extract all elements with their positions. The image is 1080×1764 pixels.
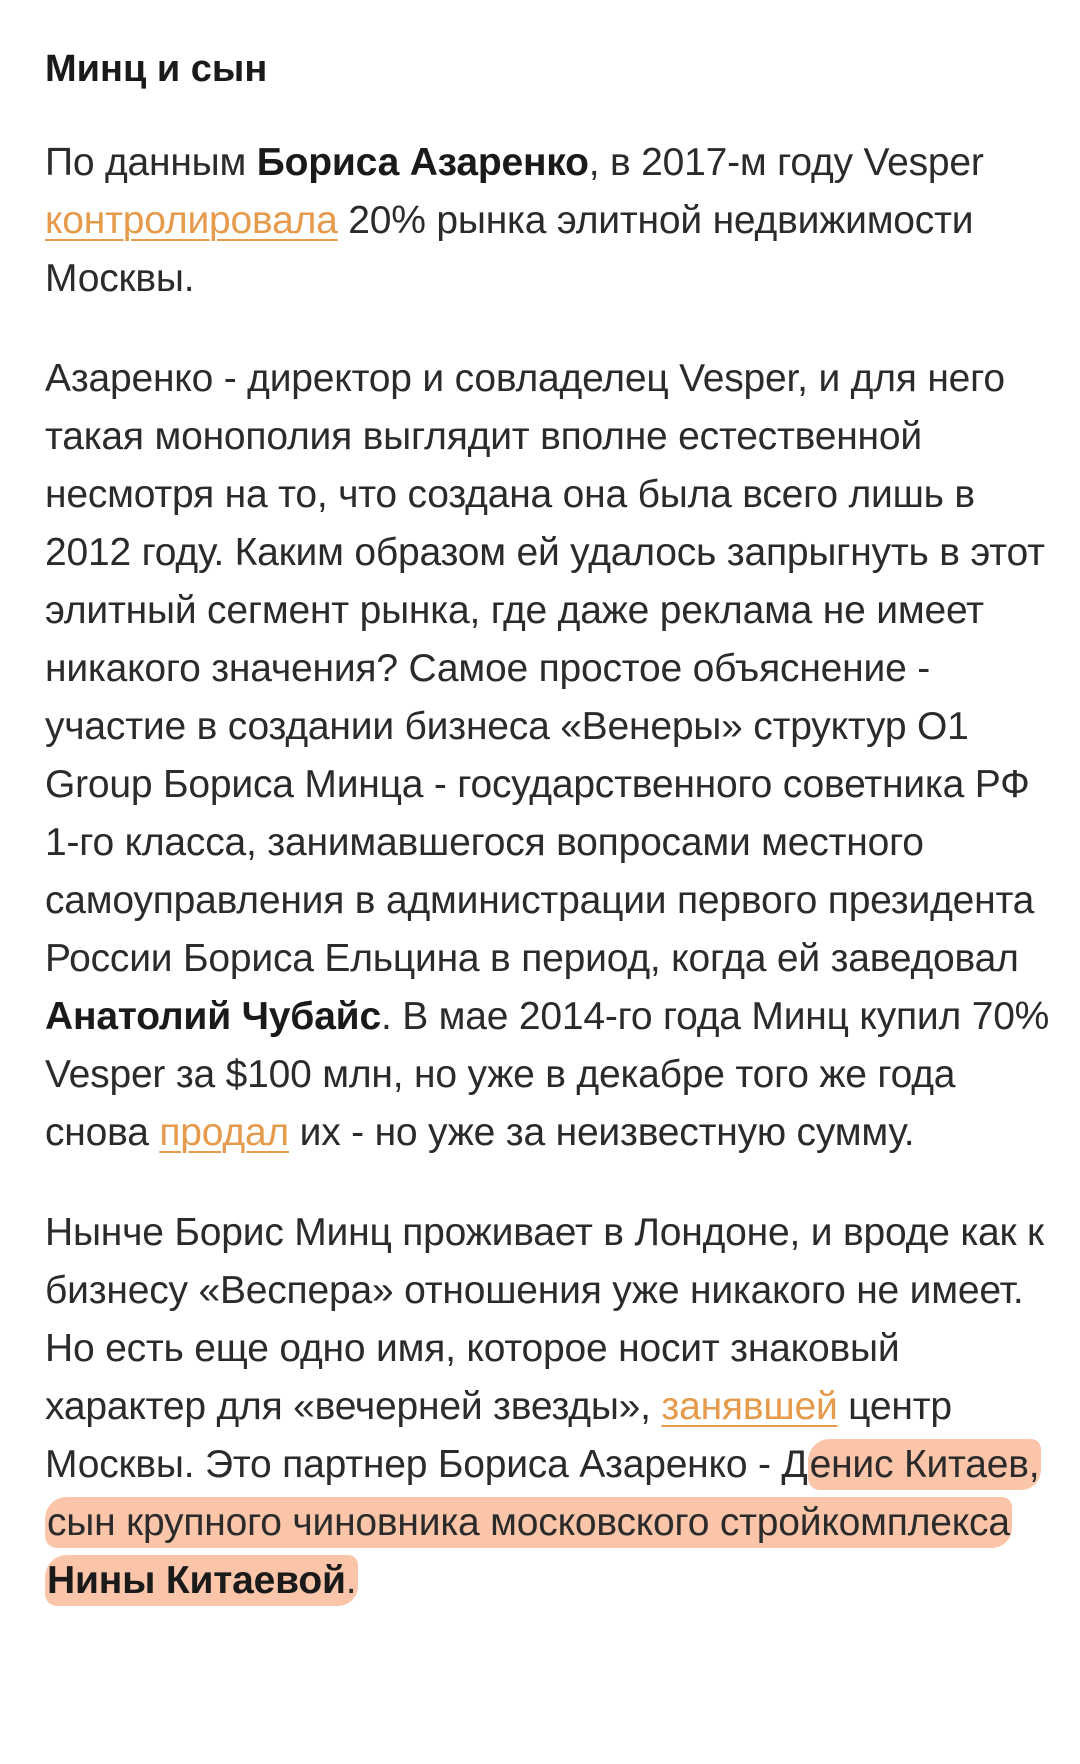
paragraph-3 <box>45 1204 1055 1610</box>
text: По данным <box>45 141 257 184</box>
text: 20% рынка элитной недвижимости Москвы. <box>45 199 974 300</box>
section-heading: Минц и сын <box>45 48 268 90</box>
highlight-part-2: осковского стройкомплекса <box>516 1501 1010 1544</box>
link-prodal[interactable]: продал <box>159 1111 289 1154</box>
text: Азаренко - директор и совладелец Vesper, и для него такая монополия выглядит вполне естественной несмотря на то, что создана она была всего лишь в 2012 году. Каким образом ей удалось запрыгнуть в этот элитный сегмент рынка, где даже реклама не имеет никакого значения? Самое простое объяснение - участие в создании бизнеса «Венеры» структур O1 Group Бориса Минца - государственного советника РФ 1-го класса, занимавшегося вопросами местного самоуправления в администрации первого президента России Бориса Ельцина в период, когда ей заведовал <box>45 357 1045 980</box>
text: Нынче Борис Минц проживает в Лондоне, и вроде как к бизнесу «Веспера» отношения уже никакого не имеет. Но есть еще одно имя, которое носит знаковый характер для «вечерней звезды», <box>45 1211 1044 1428</box>
text: центр Москвы. Это партнер Бориса Азаренко - Д <box>45 1385 952 1486</box>
paragraph-1 <box>45 134 1055 308</box>
link-zanyavshei[interactable]: занявшей <box>661 1385 838 1428</box>
bold-name-kitaeva: Нины Китаевой <box>47 1559 346 1602</box>
paragraph-2 <box>45 350 1055 1162</box>
article <box>45 40 1055 1652</box>
highlight-part-3: . <box>345 1559 357 1602</box>
bold-name-azarenko: Бориса Азаренко <box>256 141 589 184</box>
link-kontrolirovala[interactable]: контролировала <box>45 199 338 242</box>
highlight-part-1: енис Китаев, сын крупного чиновника м <box>47 1443 1040 1544</box>
text: . В мае 2014-го года Минц купил 70% Vesper за $100 млн, но уже в декабре того же года снова <box>45 995 1050 1154</box>
text: , в 2017-м году Vesper <box>588 141 984 184</box>
bold-name-chubais: Анатолий Чубайс <box>45 995 381 1038</box>
text: их - но уже за неизвестную сумму. <box>289 1111 915 1154</box>
